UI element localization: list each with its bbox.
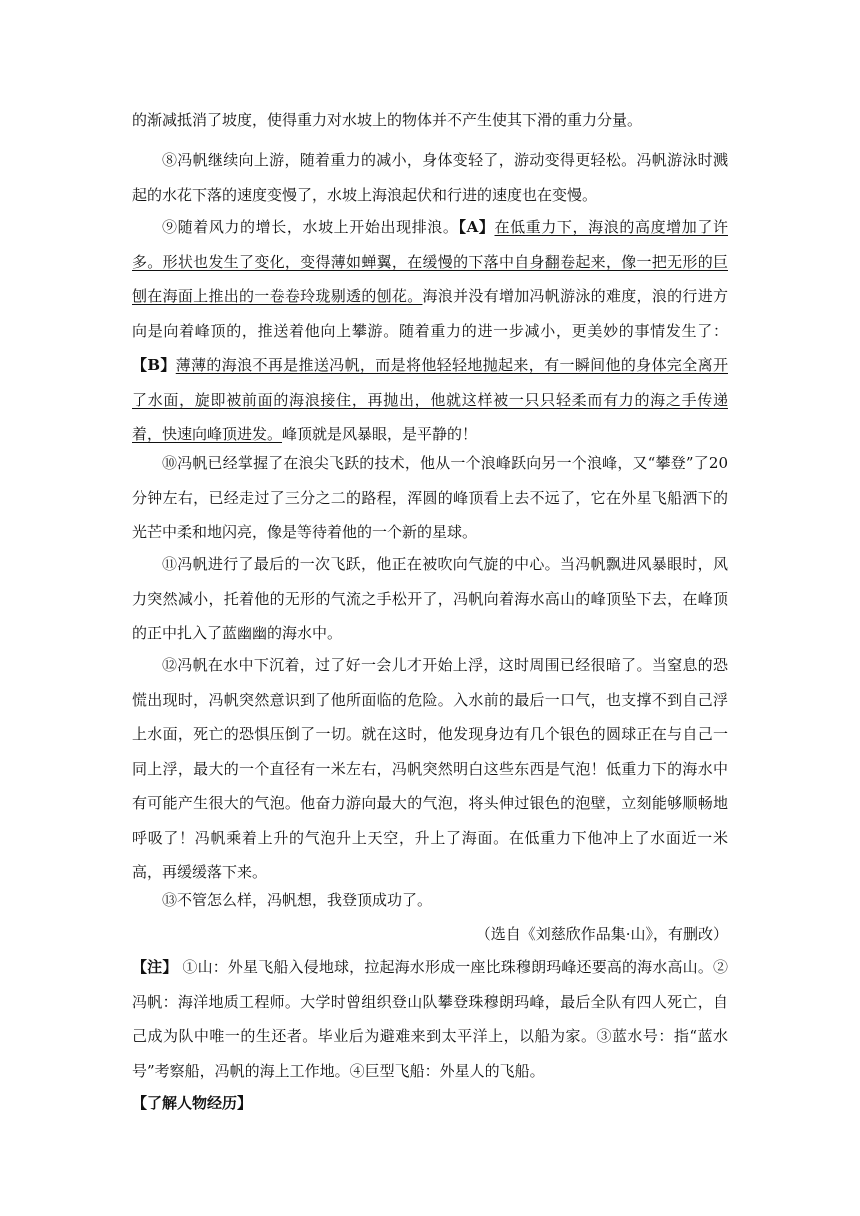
- paragraph-8: ⑧冯帆继续向上游，随着重力的减小，身体变轻了，游动变得更轻松。冯帆游泳时溅起的水花下落的速度变慢了，水坡上海浪起伏和行进的速度也在变慢。: [132, 151, 728, 204]
- paragraph-continued: 的渐减抵消了坡度，使得重力对水坡上的物体并不产生使其下滑的重力分量。: [132, 111, 643, 129]
- section-heading: 【了解人物经历】: [132, 1094, 253, 1112]
- footnote: [132, 950, 728, 1088]
- paragraph-9: [132, 210, 728, 452]
- source-citation: （选自《刘慈欣作品集·山》，有删改）: [475, 925, 728, 943]
- paragraph-9-intro: ⑨随着风力的增长，水坡上开始出现排浪。: [162, 218, 459, 236]
- paragraph-10: ⑩冯帆已经掌握了在浪尖飞跃的技术，他从一个浪峰跃向另一个浪峰，又“攀登”了20分钟左右，已经走过了三分之二的路程，浑圆的峰顶看上去不远了，它在外星飞船洒下的光芒中柔和地闪亮，像是等待着他的一个新的星球。: [132, 454, 728, 541]
- paragraph-11: ⑪冯帆进行了最后的一次飞跃，他正在被吹向气旋的中心。当冯帆飘进风暴眼时，风力突然减小，托着他的无形的气流之手松开了，冯帆向着海水高山的峰顶坠下去，在峰顶的正中扎入了蓝幽幽的海水中。: [132, 555, 728, 642]
- footnote-body: ①山：外星飞船入侵地球，拉起海水形成一座比珠穆朗玛峰还要高的海水高山。②冯帆：海洋地质工程师。大学时曾组织登山队攀登珠穆朗玛峰，最后全队有四人死亡，自己成为队中唯一的生还者。毕业后为避难来到太平洋上，以船为家。③蓝水号：指“蓝水号”考察船，冯帆的海上工作地。④巨型飞船：外星人的飞船。: [132, 958, 728, 1080]
- paragraph-13: ⑬不管怎么样，冯帆想，我登顶成功了。: [162, 891, 433, 909]
- underlined-passage-b: 薄薄的海浪不再是推送冯帆，而是将他轻轻地抛起来，有一瞬间他的身体完全离开了水面，旋即被前面的海浪接住，再抛出，他就这样被一只只轻柔而有力的海之手传递着，快速向峰顶进发。: [132, 356, 728, 443]
- footnote-label: 【注】: [132, 958, 178, 976]
- marker-b: 【B】: [132, 356, 176, 374]
- paragraph-9-middle: 海浪并没有增加冯帆游泳的难度，浪的行进方向是向着峰顶的，推送着他向上攀游。随着重力的进一步减小，更美妙的事情发生了：: [132, 287, 728, 340]
- marker-a: 【A】: [458, 218, 495, 236]
- underlined-passage-a: 在低重力下，海浪的高度增加了许多。形状也发生了变化，变得薄如蝉翼，在缓慢的下落中自身翻卷起来，像一把无形的巨刨在海面上推出的一卷卷玲珑剔透的刨花。: [132, 218, 728, 305]
- paragraph-12: ⑫冯帆在水中下沉着，过了好一会儿才开始上浮，这时周围已经很暗了。当窒息的恐慌出现时，冯帆突然意识到了他所面临的危险。入水前的最后一口气，也支撑不到自己浮上水面，死亡的恐惧压倒了一切。就在这时，他发现身边有几个银色的圆球正在与自己一同上浮，最大的一个直径有一米左右，冯帆突然明白这些东西是气泡！低重力下的海水中有可能产生很大的气泡。他奋力游向最大的气泡，将头伸过银色的泡壁，立刻能够顺畅地呼吸了！冯帆乘着上升的气泡升上天空，升上了海面。在低重力下他冲上了水面近一米高，再缓缓落下来。: [132, 656, 728, 881]
- paragraph-9-end: 峰顶就是风暴眼，是平静的！: [282, 425, 478, 443]
